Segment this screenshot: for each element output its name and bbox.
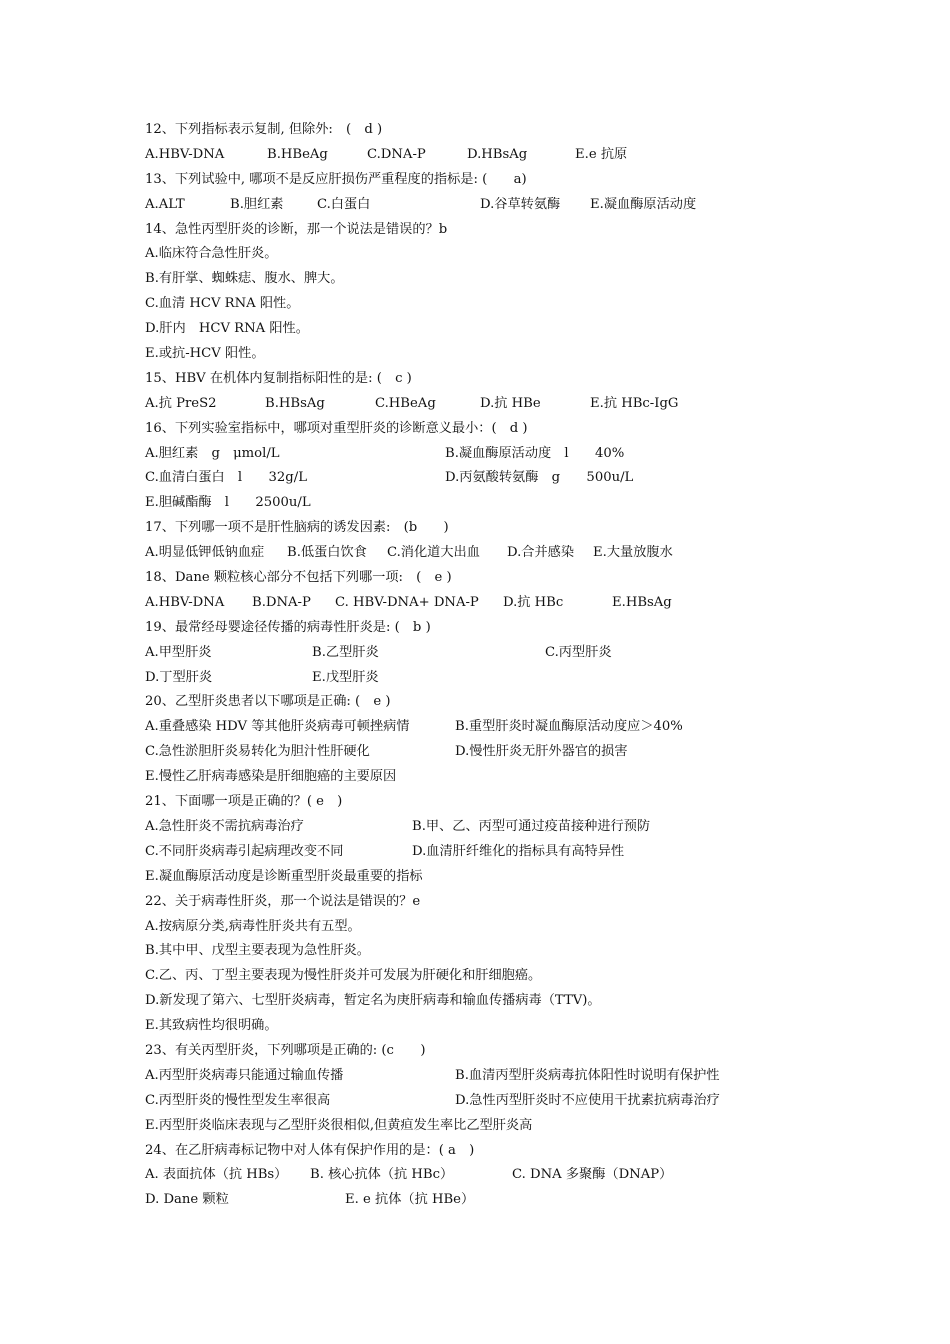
answer-option: E.凝血酶原活动度是诊断重型肝炎最重要的指标 [145, 868, 423, 884]
answer-option: C.白蛋白 [317, 196, 371, 212]
answer-option: A.按病原分类,病毒性肝炎共有五型。 [145, 918, 361, 934]
answer-option: A.抗 PreS2 [145, 395, 217, 411]
question-text: 19、最常经母婴途径传播的病毒性肝炎是: ( b ) [145, 619, 431, 635]
option-line [145, 989, 905, 1014]
answer-option: D.合并感染 [507, 545, 575, 561]
option-line [145, 591, 905, 616]
question-line [145, 566, 905, 591]
answer-option: B. 核心抗体（抗 HBc） [310, 1167, 454, 1183]
answer-option: E.慢性乙肝病毒感染是肝细胞癌的主要原因 [145, 769, 397, 785]
option-line [145, 1163, 905, 1188]
question-text: 21、下面哪一项是正确的？( e ) [145, 794, 343, 810]
option-line [145, 939, 905, 964]
answer-option: A.重叠感染 HDV 等其他肝炎病毒可顿挫病情 [145, 719, 410, 735]
answer-option: D.慢性肝炎无肝外器官的损害 [455, 744, 628, 760]
answer-option: D.HBsAg [467, 146, 528, 162]
option-line [145, 143, 905, 168]
question-line [145, 516, 905, 541]
answer-option: C.血清 HCV RNA 阳性。 [145, 296, 300, 312]
answer-option: B.乙型肝炎 [312, 644, 379, 660]
answer-option: E.其致病性均很明确。 [145, 1018, 278, 1034]
answer-option: D.谷草转氨酶 [480, 196, 561, 212]
answer-option: E.e 抗原 [575, 146, 628, 162]
question-line [145, 1039, 905, 1064]
question-line [145, 890, 905, 915]
answer-option: D.抗 HBc [503, 594, 564, 610]
option-line [145, 193, 905, 218]
answer-option: B.DNA-P [252, 594, 311, 610]
option-line [145, 541, 905, 566]
answer-option: C. DNA 多聚酶（DNAP） [512, 1167, 673, 1183]
answer-option: D.血清肝纤维化的指标具有高特异性 [412, 843, 625, 859]
answer-option: C.急性淤胆肝炎易转化为胆汁性肝硬化 [145, 744, 370, 760]
answer-option: B.有肝掌、蜘蛛痣、腹水、脾大。 [145, 271, 344, 287]
question-line [145, 218, 905, 243]
question-text: 17、下列哪一项不是肝性脑病的诱发因素: (b ) [145, 520, 449, 536]
answer-option: D.新发现了第六、七型肝炎病毒，暂定名为庚肝病毒和输血传播病毒（TTV)。 [145, 993, 601, 1009]
option-line [145, 740, 905, 765]
answer-option: C.HBeAg [375, 395, 436, 411]
answer-option: B.胆红素 [230, 196, 284, 212]
answer-option: A.丙型肝炎病毒只能通过输血传播 [145, 1067, 344, 1083]
answer-option: A.甲型肝炎 [145, 644, 212, 660]
question-text: 23、有关丙型肝炎，下列哪项是正确的: (c ) [145, 1042, 426, 1058]
option-line [145, 292, 905, 317]
question-line [145, 616, 905, 641]
answer-option: A. 表面抗体（抗 HBs） [145, 1167, 288, 1183]
answer-option: C. HBV-DNA+ DNA-P [335, 594, 479, 610]
answer-option: E.大量放腹水 [593, 545, 673, 561]
option-line [145, 964, 905, 989]
option-line [145, 915, 905, 940]
answer-option: E.丙型肝炎临床表现与乙型肝炎很相似,但黄疸发生率比乙型肝炎高 [145, 1117, 533, 1133]
answer-option: A.明显低钾低钠血症 [145, 545, 265, 561]
question-text: 18、Dane 颗粒核心部分不包括下列哪一项: ( e ) [145, 570, 452, 586]
option-line [145, 242, 905, 267]
question-text: 15、HBV 在机体内复制指标阳性的是: ( c ) [145, 370, 412, 386]
answer-option: B.HBeAg [267, 146, 328, 162]
option-line [145, 267, 905, 292]
option-line [145, 1089, 905, 1114]
answer-option: A.HBV-DNA [145, 146, 225, 162]
option-line [145, 1064, 905, 1089]
answer-option: A.急性肝炎不需抗病毒治疗 [145, 818, 304, 834]
answer-option: E.或抗-HCV 阳性。 [145, 346, 265, 362]
answer-option: A.胆红素 g μmol/L [145, 445, 280, 461]
answer-option: A.临床符合急性肝炎。 [145, 246, 278, 262]
answer-option: C.DNA-P [367, 146, 426, 162]
answer-option: C.乙、丙、丁型主要表现为慢性肝炎并可发展为肝硬化和肝细胞癌。 [145, 968, 542, 984]
answer-option: C.消化道大出血 [387, 545, 480, 561]
option-line [145, 317, 905, 342]
option-line [145, 865, 905, 890]
option-line [145, 840, 905, 865]
answer-option: D.肝内 HCV RNA 阳性。 [145, 321, 309, 337]
answer-option: C.丙型肝炎的慢性型发生率很高 [145, 1092, 331, 1108]
answer-option: B.甲、乙、丙型可通过疫苗接种进行预防 [412, 818, 651, 834]
option-line [145, 342, 905, 367]
question-text: 22、关于病毒性肝炎，那一个说法是错误的？e [145, 893, 421, 909]
question-text: 13、下列试验中, 哪项不是反应肝损伤严重程度的指标是: ( a) [145, 171, 527, 187]
answer-option: D.抗 HBe [480, 395, 541, 411]
question-line [145, 417, 905, 442]
question-line [145, 367, 905, 392]
answer-option: A.HBV-DNA [145, 594, 225, 610]
answer-option: B.HBsAg [265, 395, 325, 411]
answer-option: B.重型肝炎时凝血酶原活动度应＞40% [455, 719, 683, 735]
question-text: 12、下列指标表示复制, 但除外: ( d ) [145, 122, 383, 137]
answer-option: A.ALT [145, 196, 185, 212]
answer-option: E.抗 HBc-IgG [590, 395, 679, 411]
option-line [145, 765, 905, 790]
question-line [145, 168, 905, 193]
question-text: 14、急性丙型肝炎的诊断，那一个说法是错误的？b [145, 221, 448, 237]
answer-option: C.丙型肝炎 [545, 644, 612, 660]
option-line [145, 641, 905, 666]
question-line [145, 790, 905, 815]
question-line [145, 690, 905, 715]
option-line [145, 466, 905, 491]
question-text: 20、乙型肝炎患者以下哪项是正确: ( e ) [145, 694, 391, 710]
answer-option: D.丁型肝炎 [145, 669, 213, 685]
answer-option: C.血清白蛋白 l 32g/L [145, 470, 307, 486]
answer-option: E.HBsAg [612, 594, 672, 610]
question-text: 24、在乙肝病毒标记物中对人体有保护作用的是：( a ) [145, 1142, 475, 1158]
option-line [145, 815, 905, 840]
answer-option: E.胆碱酯酶 l 2500u/L [145, 495, 311, 511]
question-text: 16、下列实验室指标中，哪项对重型肝炎的诊断意义最小：( d ) [145, 420, 528, 436]
answer-option: B.其中甲、戊型主要表现为急性肝炎。 [145, 943, 370, 959]
answer-option: D.急性丙型肝炎时不应使用干扰素抗病毒治疗 [455, 1092, 720, 1108]
answer-option: D.丙氨酸转氨酶 g 500u/L [445, 470, 634, 486]
answer-option: D. Dane 颗粒 [145, 1192, 229, 1208]
question-line [145, 118, 905, 143]
option-line [145, 1114, 905, 1139]
option-line [145, 392, 905, 417]
answer-option: E.戊型肝炎 [312, 669, 379, 685]
answer-option: E.凝血酶原活动度 [590, 196, 697, 212]
answer-option: C.不同肝炎病毒引起病理改变不同 [145, 843, 344, 859]
option-line [145, 1014, 905, 1039]
answer-option: B.低蛋白饮食 [287, 545, 367, 561]
question-line [145, 1139, 905, 1164]
option-line [145, 1188, 905, 1213]
option-line [145, 666, 905, 691]
answer-option: B.血清丙型肝炎病毒抗体阳性时说明有保护性 [455, 1067, 720, 1083]
document-page [145, 118, 905, 1213]
answer-option: B.凝血酶原活动度 l 40% [445, 445, 625, 461]
option-line [145, 491, 905, 516]
option-line [145, 715, 905, 740]
option-line [145, 442, 905, 467]
answer-option: E. e 抗体（抗 HBe） [345, 1192, 475, 1208]
